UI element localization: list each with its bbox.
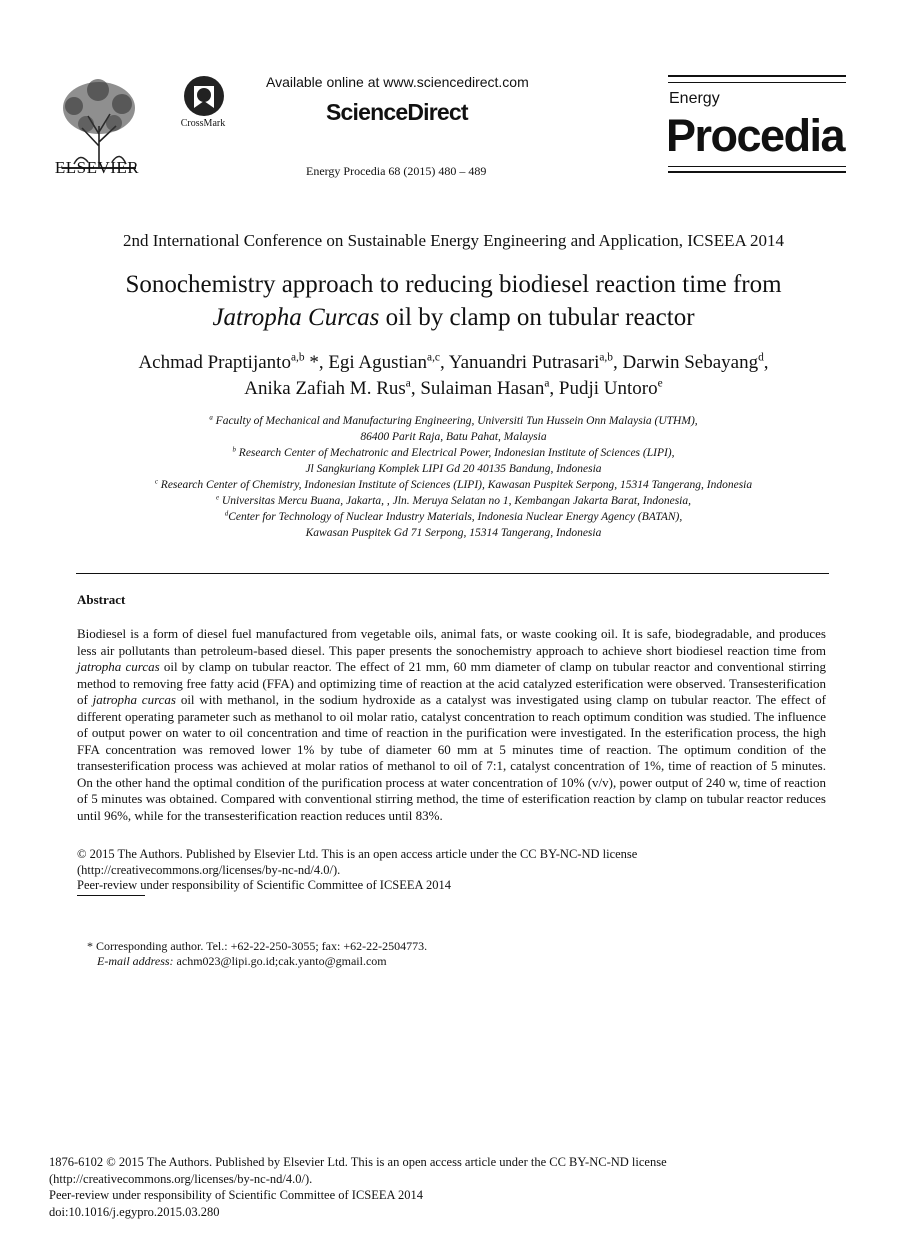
- peer-review-line: Peer-review under responsibility of Scientific Committee of ICSEEA 2014: [77, 878, 451, 892]
- sciencedirect-wordmark[interactable]: ScienceDirect: [326, 99, 468, 125]
- affiliation-c: [0, 479, 907, 491]
- author-separator: ,: [612, 352, 623, 373]
- author-name[interactable]: Darwin Sebayang: [622, 352, 759, 373]
- author-list-line1: [0, 352, 907, 374]
- author-separator: ,: [763, 352, 769, 373]
- journal-logo-rule: [668, 166, 846, 167]
- footer-issn-copyright: 1876-6102 © 2015 The Authors. Published by Elsevier Ltd. This is an open access article under the CC BY-NC-ND license: [49, 1155, 667, 1169]
- crossmark-label: CrossMark: [180, 118, 226, 129]
- affiliation-b: [0, 447, 907, 459]
- available-online-link[interactable]: Available online at www.sciencedirect.com: [266, 74, 529, 90]
- page-footer: [49, 1154, 667, 1220]
- abstract-text: oil with methanol, in the sodium hydroxide as a catalyst was investigated using clamp on tubular reactor. The effect of different operating parameter such as methanol to oil molar ratio, catalyst concentration to reach optimum condition was studied. The influence of output power on water to oil concentration and time of reaction in the purification were investigated. In the esterification process, the high FFA concentration was removed lower 1% by tube of diameter 60 mm at 5 minutes time of reaction. The optimum condition of the transesterification process was achieved at molar ratios of methanol to oil of 7:1, catalyst concentration of 1%, time of reaction of 5 minutes. On the other hand the optimal condition of the purification process at water concentration of 10% (v/v), power output of 240 w, time of reaction of 5 minutes was obtained. Compared with conventional stirring method, the time of esterification reaction by clamp on tubular reactor reduces until 96%, while for the transesterification reaction reduces until 83%.: [77, 692, 826, 824]
- abstract-species: jatropha curcas: [92, 692, 176, 708]
- copyright-line: © 2015 The Authors. Published by Elsevier Ltd. This is an open access article under the CC BY-NC-ND license: [77, 847, 638, 861]
- author-affiliation: a,c: [427, 351, 440, 364]
- author-separator: *,: [304, 352, 329, 373]
- license-notice: [77, 847, 637, 894]
- author-name[interactable]: Achmad Praptijanto: [138, 352, 291, 373]
- paper-title-line1: Sonochemistry approach to reducing biodiesel reaction time from: [125, 271, 782, 298]
- affiliation-d: [0, 511, 907, 523]
- title-species: Jatropha Curcas: [212, 304, 380, 331]
- elsevier-wordmark: ELSEVIER: [54, 158, 140, 177]
- email-address[interactable]: achm023@lipi.go.id;cak.yanto@gmail.com: [173, 954, 387, 968]
- corresponding-author: * Corresponding author. Tel.: +62-22-250-3055; fax: +62-22-2504773.: [87, 939, 428, 953]
- affiliation-text: Center for Technology of Nuclear Industry Materials, Indonesia Nuclear Energy Agency (BATAN),: [228, 511, 683, 523]
- affiliation-text: Faculty of Mechanical and Manufacturing Engineering, Universiti Tun Hussein Onn Malaysia (UTHM),: [212, 415, 698, 427]
- author-affiliation: a,b: [290, 351, 305, 364]
- affiliation-marker: b: [232, 446, 236, 454]
- abstract-heading: Abstract: [77, 592, 126, 607]
- affiliation-text: Research Center of Chemistry, Indonesian Institute of Sciences (LIPI), Kawasan Puspitek Serpong, 15314 Tangerang, Indonesia: [157, 479, 753, 491]
- author-name[interactable]: Anika Zafiah M. Rus: [244, 378, 406, 399]
- email-label: E-mail address:: [97, 954, 174, 968]
- author-affiliation: e: [657, 377, 663, 390]
- affiliation-text: Research Center of Mechatronic and Electrical Power, Indonesian Institute of Sciences (LIPI),: [235, 447, 675, 459]
- paper-title-line2: [0, 304, 907, 332]
- author-affiliation: a: [544, 377, 550, 390]
- abstract-body: [77, 626, 826, 825]
- affiliation-text: Universitas Mercu Buana, Jakarta, , Jln. Meruya Selatan no 1, Kembangan Jakarta Barat, Indonesia,: [219, 495, 692, 507]
- email-line: [97, 954, 387, 969]
- affiliation-d-address: Kawasan Puspitek Gd 71 Serpong, 15314 Tangerang, Indonesia: [305, 527, 602, 539]
- affiliation-marker: e: [215, 494, 220, 502]
- title-rest: oil by clamp on tubular reactor: [379, 304, 695, 331]
- conference-name: 2nd International Conference on Sustainable Energy Engineering and Application, ICSEEA 2014: [122, 231, 785, 250]
- affiliation-e: [0, 495, 907, 507]
- author-separator: ,: [410, 378, 421, 399]
- author-name[interactable]: Yanuandri Putrasari: [448, 352, 600, 373]
- affiliation-marker: c: [154, 478, 158, 486]
- journal-logo-rule: [668, 171, 846, 173]
- affiliation-a: [0, 415, 907, 427]
- affiliation-a-address: 86400 Parit Raja, Batu Pahat, Malaysia: [360, 431, 547, 443]
- author-name[interactable]: Sulaiman Hasan: [420, 378, 545, 399]
- affiliation-marker: a: [209, 414, 213, 422]
- author-affiliation: a,b: [599, 351, 613, 364]
- footer-license-link[interactable]: (http://creativecommons.org/licenses/by-nc-nd/4.0/).: [49, 1171, 313, 1186]
- journal-logo-procedia: Procedia: [666, 110, 845, 161]
- footer-peer-review: Peer-review under responsibility of Scientific Committee of ICSEEA 2014: [49, 1188, 423, 1202]
- author-separator: ,: [549, 378, 559, 399]
- abstract-text: Biodiesel is a form of diesel fuel manufactured from vegetable oils, animal fats, or waste cooking oil. It is safe, biodegradable, and produces less air pollutants than petroleum-based diesel. This paper presents the sonochemistry approach to achieve short biodiesel reaction time from: [77, 626, 826, 658]
- abstract-species: jatropha curcas: [77, 659, 160, 675]
- footnote-divider: [77, 895, 145, 896]
- journal-logo-rule: [668, 75, 846, 77]
- author-name[interactable]: Egi Agustian: [328, 352, 428, 373]
- author-affiliation: d: [758, 351, 764, 364]
- author-affiliation: a: [405, 377, 411, 390]
- journal-reference: Energy Procedia 68 (2015) 480 – 489: [306, 164, 487, 178]
- header-divider: [76, 573, 829, 574]
- abstract-text: oil by clamp on tubular reactor. The effect of 21 mm, 60 mm diameter of clamp on tubular reactor and conventional stirring method to removing free fatty acid (FFA) and optimizing time of reaction at the acid catalyzed esterification were observed. Transesterification of: [77, 659, 826, 708]
- affiliation-b-address: Jl Sangkuriang Komplek LIPI Gd 20 40135 Bandung, Indonesia: [305, 463, 602, 475]
- footer-doi[interactable]: doi:10.1016/j.egypro.2015.03.280: [49, 1204, 220, 1219]
- author-list-line2: [0, 378, 907, 400]
- license-link[interactable]: (http://creativecommons.org/licenses/by-nc-nd/4.0/).: [77, 862, 341, 877]
- journal-logo-energy: Energy: [669, 90, 720, 107]
- journal-logo-rule: [668, 82, 846, 83]
- author-name[interactable]: Pudji Untoro: [558, 378, 658, 399]
- affiliation-marker: d: [224, 510, 229, 518]
- author-separator: ,: [439, 352, 449, 373]
